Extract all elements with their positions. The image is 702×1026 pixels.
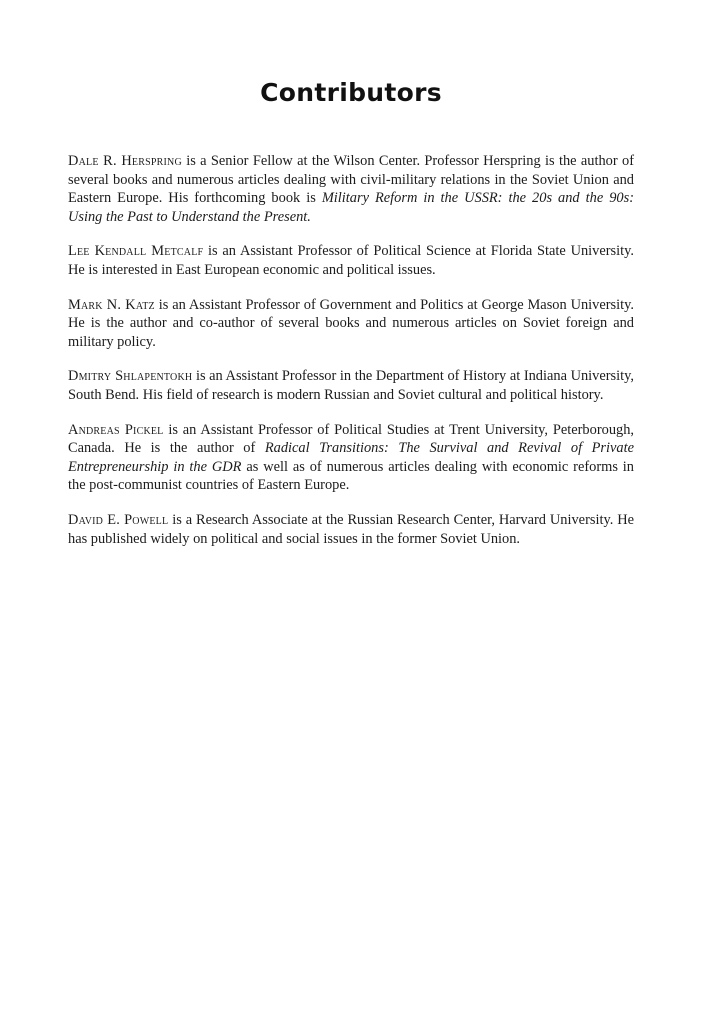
contributor-name: Mark N. Katz [68,296,155,313]
contributor-entry [68,242,634,279]
contributor-bio: is a Senior Fellow at the Wilson Center. Professor Herspring is the author of several books and numerous articles dealing with civil-military relations in the Soviet Union and Eastern Europe. His forthcoming book is [68,153,634,207]
contributor-name: Andreas Pickel [68,421,164,438]
contributors-list [68,152,634,564]
contributor-name: David E. Powell [68,511,169,528]
contributor-bio: is a Research Associate at the Russian Research Center, Harvard University. He has published widely on political and social issues in the former Soviet Union. [68,511,635,547]
contributor-bio: is an Assistant Professor in the Department of History at Indiana University, South Bend. His field of research is modern Russian and Soviet cultural and political history. [68,368,635,403]
contributor-name: Dmitry Shlapentokh [68,368,193,385]
contributor-entry [68,421,634,495]
book-title: Military Reform in the USSR: the 20s and the 90s: Using the Past to Understand the Present. [68,190,634,225]
contributor-bio: is an Assistant Professor of Government and Politics at George Mason University. He is the author and co-author of several books and numerous articles on Soviet foreign and military policy. [68,296,634,350]
contributor-bio: is an Assistant Professor of Political Studies at Trent University, Peterborough, Canada. He is the author of [68,421,634,457]
contributor-name: Lee Kendall Metcalf [68,243,204,260]
book-title: Radical Transitions: The Survival and Revival of Private Entrepreneurship in the GDR [68,440,634,475]
contributor-entry [68,296,634,352]
contributor-entry [68,152,634,226]
contributor-entry [68,511,634,548]
contributor-bio-continued: as well as of numerous articles dealing with economic reforms in the post-communist countries of Eastern Europe. [68,458,634,494]
page-title: Contributors [260,78,442,107]
contributor-name: Dale R. Herspring [68,153,182,169]
contributor-entry [68,367,634,404]
contributor-bio: is an Assistant Professor of Political Science at Florida State University. He is interested in East European economic and political issues. [68,243,634,278]
